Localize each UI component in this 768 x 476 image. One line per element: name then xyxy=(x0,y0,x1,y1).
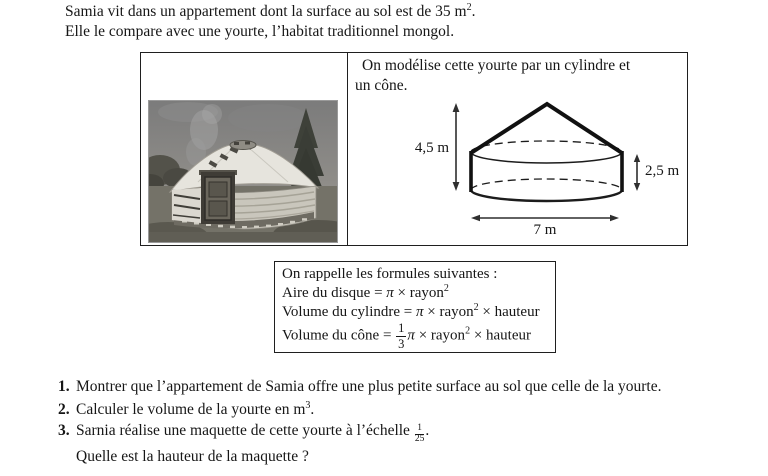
pi-symbol: π xyxy=(416,304,424,320)
diameter-label: 7 m xyxy=(533,222,557,238)
total-height-label: 4,5 m xyxy=(414,140,449,156)
formula-cylinder-label: Volume du cylindre = xyxy=(282,304,416,320)
question-3-text: Sarnia réalise une maquette de cette yourte à l’échelle xyxy=(76,422,414,439)
formula-cone-tail: × hauteur xyxy=(470,327,531,344)
yurt-door xyxy=(199,170,237,224)
squared-exponent: 2 xyxy=(465,325,471,337)
cubed-exponent: 3 xyxy=(305,399,311,411)
intro-text xyxy=(65,2,475,42)
yurt-model-diagram xyxy=(405,96,690,238)
formula-cone-base: rayon xyxy=(430,327,466,344)
question-2-number: 2. xyxy=(58,401,70,418)
model-box-divider xyxy=(347,53,348,245)
fraction-numerator: 1 xyxy=(415,424,425,435)
diameter-arrow xyxy=(471,215,619,221)
formula-disc-area xyxy=(282,284,548,303)
fraction-denominator: 3 xyxy=(398,336,405,351)
cylinder-top-ellipse-front xyxy=(471,152,622,163)
formula-box-title: On rappelle les formules suivantes : xyxy=(282,266,498,282)
model-caption-line-1: On modélise cette yourte par un cylindre et xyxy=(362,57,631,74)
fraction-denominator: 25 xyxy=(414,434,425,445)
cone-outline xyxy=(471,104,622,153)
formula-disc-base: rayon xyxy=(409,285,444,301)
formula-disc-label: Aire du disque = xyxy=(282,285,387,301)
question-3-line-2: Quelle est la hauteur de la maquette ? xyxy=(76,448,309,465)
intro-line-1 xyxy=(65,2,475,22)
formula-cylinder-tail: × hauteur xyxy=(478,304,540,320)
question-2 xyxy=(58,400,730,420)
squared-exponent: 2 xyxy=(473,302,479,313)
cylinder-bottom-ellipse-back xyxy=(471,179,622,190)
times-sign: × xyxy=(423,304,440,320)
formula-box xyxy=(274,261,556,353)
yurt-left-panel xyxy=(172,188,201,223)
question-1-text: Montrer que l’appartement de Samia offre une plus petite surface au sol que celle de la yourte. xyxy=(76,378,662,395)
times-sign: × xyxy=(393,285,410,301)
fraction-numerator: 1 xyxy=(398,321,405,335)
yurt-crown xyxy=(230,141,256,150)
question-1-number: 1. xyxy=(58,378,70,395)
formula-cone-volume xyxy=(282,322,548,350)
question-3-number: 3. xyxy=(58,422,70,439)
model-caption-line-2: un cône. xyxy=(355,77,408,94)
cylinder-height-label: 2,5 m xyxy=(645,163,680,179)
formula-cylinder-base: rayon xyxy=(439,304,474,320)
fraction-one-twenty-fifth xyxy=(415,424,425,445)
cylinder-height-arrow xyxy=(634,154,640,191)
total-height-arrow xyxy=(453,103,460,191)
cylinder-top-ellipse-back xyxy=(471,141,622,152)
formula-cylinder-volume xyxy=(282,303,548,322)
question-2-period: . xyxy=(310,401,315,418)
question-3-period: . xyxy=(425,422,430,439)
squared-exponent: 2 xyxy=(466,1,472,13)
model-caption xyxy=(355,56,677,96)
question-2-text: Calculer le volume de la yourte en m xyxy=(76,401,306,418)
pi-symbol: π xyxy=(407,327,415,344)
times-sign: × xyxy=(414,327,431,344)
cylinder-bottom-ellipse-front xyxy=(471,190,622,201)
squared-exponent: 2 xyxy=(443,283,449,294)
intro-line-1-period: . xyxy=(471,3,476,20)
yurt-photo xyxy=(148,100,338,243)
formula-cone-label: Volume du cône = xyxy=(282,327,396,344)
question-1 xyxy=(58,377,730,397)
fraction-one-third xyxy=(396,322,406,350)
pi-symbol: π xyxy=(386,285,394,301)
question-3 xyxy=(58,421,730,445)
intro-line-2: Elle le compare avec une yourte, l’habitat traditionnel mongol. xyxy=(65,23,455,40)
intro-line-1-text: Samia vit dans un appartement dont la surface au sol est de 35 m xyxy=(65,3,467,20)
